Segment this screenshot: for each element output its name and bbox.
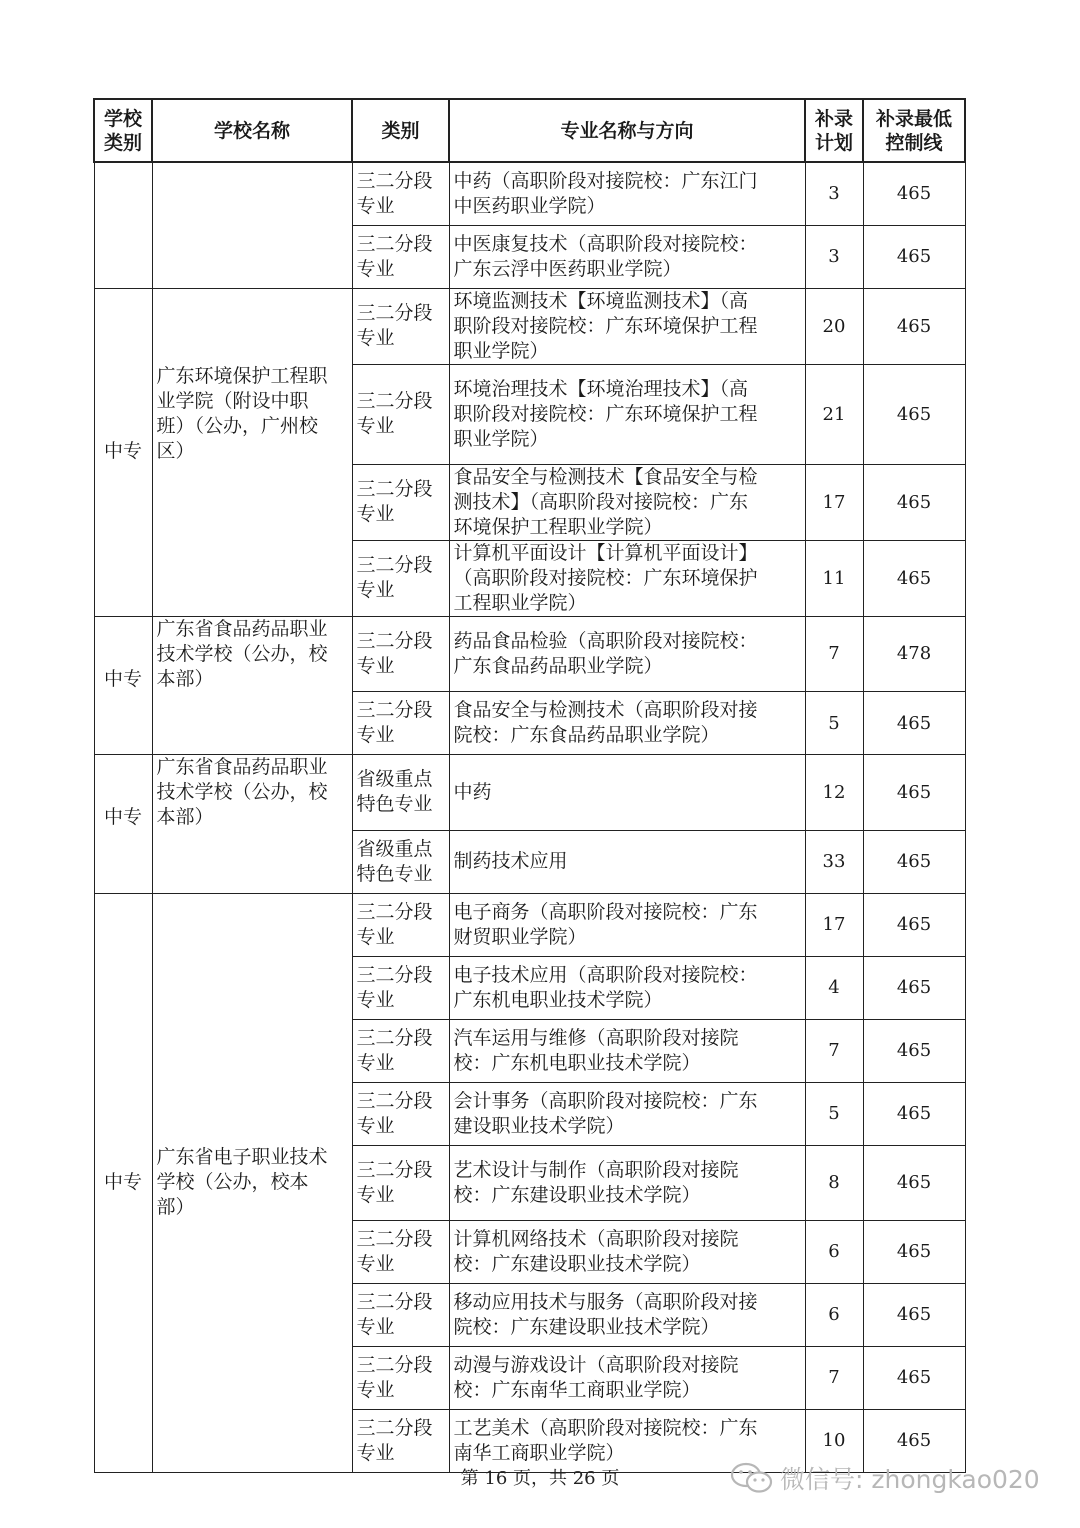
plan-cell: 21 <box>805 364 863 464</box>
major-cell: 电子技术应用（高职阶段对接院校： 广东机电职业技术学院） <box>449 956 805 1019</box>
plan-cell: 3 <box>805 162 863 225</box>
school-name-cell <box>152 893 352 956</box>
school-name-cell: 广东省食品药品职业 技术学校（公办，校 本部） <box>152 616 352 692</box>
category-cell: 三二分段 专业 <box>352 1082 449 1145</box>
plan-cell: 7 <box>805 616 863 692</box>
category-cell: 三二分段 专业 <box>352 1145 449 1220</box>
plan-cell: 12 <box>805 755 863 831</box>
min-score-cell: 465 <box>863 830 965 893</box>
school-name-cell <box>152 464 352 540</box>
plan-cell: 17 <box>805 893 863 956</box>
school-type-cell <box>94 225 152 288</box>
major-cell: 计算机平面设计【计算机平面设计】 （高职阶段对接院校：广东环境保护 工程职业学院） <box>449 540 805 616</box>
table-row <box>94 288 965 364</box>
min-score-cell: 465 <box>863 1283 965 1346</box>
major-cell: 电子商务（高职阶段对接院校：广东 财贸职业学院） <box>449 893 805 956</box>
school-type-cell <box>94 893 152 956</box>
category-cell: 三二分段 专业 <box>352 225 449 288</box>
school-name-cell <box>152 1082 352 1145</box>
school-name-cell <box>152 692 352 755</box>
header-school-name: 学校名称 <box>152 99 352 162</box>
min-score-cell: 465 <box>863 364 965 464</box>
school-name-cell: 广东省电子职业技术 学校（公办，校本 部） <box>152 1145 352 1220</box>
school-name-cell <box>152 225 352 288</box>
major-cell: 食品安全与检测技术（高职阶段对接 院校：广东食品药品职业学院） <box>449 692 805 755</box>
category-cell: 三二分段 专业 <box>352 1283 449 1346</box>
plan-cell: 20 <box>805 288 863 364</box>
table-row <box>94 1346 965 1409</box>
school-type-cell <box>94 1220 152 1283</box>
wechat-icon <box>730 1461 774 1495</box>
category-cell: 三二分段 专业 <box>352 464 449 540</box>
major-cell: 工艺美术（高职阶段对接院校：广东 南华工商职业学院） <box>449 1409 805 1472</box>
category-cell: 三二分段 专业 <box>352 616 449 692</box>
school-name-cell <box>152 162 352 225</box>
min-score-cell: 465 <box>863 893 965 956</box>
major-cell: 环境监测技术【环境监测技术】（高 职阶段对接院校：广东环境保护工程 职业学院） <box>449 288 805 364</box>
min-score-cell: 465 <box>863 1220 965 1283</box>
category-cell: 三二分段 专业 <box>352 1346 449 1409</box>
header-school-type: 学校 类别 <box>94 99 152 162</box>
school-type-cell <box>94 692 152 755</box>
school-type-cell <box>94 288 152 364</box>
table-row <box>94 162 965 225</box>
category-cell: 省级重点 特色专业 <box>352 755 449 831</box>
admissions-table <box>93 98 966 1473</box>
table-row <box>94 225 965 288</box>
school-type-cell: 中专 <box>94 1145 152 1220</box>
school-type-cell <box>94 464 152 540</box>
table-row <box>94 1082 965 1145</box>
min-score-cell: 465 <box>863 1019 965 1082</box>
major-cell: 艺术设计与制作（高职阶段对接院 校：广东建设职业技术学院） <box>449 1145 805 1220</box>
page-number: 第 16 页，共 26 页 <box>460 1468 620 1489</box>
table-row <box>94 1019 965 1082</box>
plan-cell: 4 <box>805 956 863 1019</box>
table-row <box>94 1145 965 1220</box>
header-major: 专业名称与方向 <box>449 99 805 162</box>
school-name-cell: 广东省食品药品职业 技术学校（公办，校 本部） <box>152 755 352 831</box>
category-cell: 三二分段 专业 <box>352 956 449 1019</box>
min-score-cell: 465 <box>863 288 965 364</box>
min-score-cell: 465 <box>863 956 965 1019</box>
plan-cell: 8 <box>805 1145 863 1220</box>
table-row <box>94 616 965 692</box>
plan-cell: 5 <box>805 692 863 755</box>
major-cell: 移动应用技术与服务（高职阶段对接 院校：广东建设职业技术学院） <box>449 1283 805 1346</box>
plan-cell: 10 <box>805 1409 863 1472</box>
plan-cell: 5 <box>805 1082 863 1145</box>
table-row <box>94 893 965 956</box>
table-row <box>94 755 965 831</box>
plan-cell: 11 <box>805 540 863 616</box>
school-name-cell <box>152 1220 352 1283</box>
major-cell: 药品食品检验（高职阶段对接院校： 广东食品药品职业学院） <box>449 616 805 692</box>
school-type-cell <box>94 1346 152 1409</box>
category-cell: 三二分段 专业 <box>352 1409 449 1472</box>
plan-cell: 6 <box>805 1283 863 1346</box>
header-category: 类别 <box>352 99 449 162</box>
category-cell: 三二分段 专业 <box>352 364 449 464</box>
category-cell: 三二分段 专业 <box>352 692 449 755</box>
school-type-cell <box>94 540 152 616</box>
category-cell: 省级重点 特色专业 <box>352 830 449 893</box>
header-min-score: 补录最低 控制线 <box>863 99 965 162</box>
min-score-cell: 465 <box>863 540 965 616</box>
min-score-cell: 465 <box>863 162 965 225</box>
major-cell: 动漫与游戏设计（高职阶段对接院 校：广东南华工商职业学院） <box>449 1346 805 1409</box>
min-score-cell: 465 <box>863 1082 965 1145</box>
plan-cell: 17 <box>805 464 863 540</box>
min-score-cell: 465 <box>863 464 965 540</box>
category-cell: 三二分段 专业 <box>352 162 449 225</box>
major-cell: 中药 <box>449 755 805 831</box>
category-cell: 三二分段 专业 <box>352 540 449 616</box>
watermark-text: 微信号: zhongkao020 <box>780 1465 1040 1494</box>
major-cell: 会计事务（高职阶段对接院校：广东 建设职业技术学院） <box>449 1082 805 1145</box>
table-row <box>94 540 965 616</box>
school-type-cell <box>94 1082 152 1145</box>
header-plan: 补录 计划 <box>805 99 863 162</box>
school-type-cell <box>94 830 152 893</box>
school-type-cell: 中专 <box>94 755 152 831</box>
major-cell: 中药（高职阶段对接院校：广东江门 中医药职业学院） <box>449 162 805 225</box>
school-name-cell <box>152 540 352 616</box>
min-score-cell: 465 <box>863 1346 965 1409</box>
school-name-cell <box>152 956 352 1019</box>
min-score-cell: 478 <box>863 616 965 692</box>
major-cell: 制药技术应用 <box>449 830 805 893</box>
school-type-cell: 中专 <box>94 364 152 464</box>
school-type-cell <box>94 1019 152 1082</box>
school-name-cell <box>152 288 352 364</box>
table-row <box>94 692 965 755</box>
table-row <box>94 1283 965 1346</box>
category-cell: 三二分段 专业 <box>352 1019 449 1082</box>
school-type-cell <box>94 1409 152 1472</box>
major-cell: 计算机网络技术（高职阶段对接院 校：广东建设职业技术学院） <box>449 1220 805 1283</box>
major-cell: 食品安全与检测技术【食品安全与检 测技术】（高职阶段对接院校：广东 环境保护工程职业学院） <box>449 464 805 540</box>
table-row <box>94 464 965 540</box>
school-type-cell: 中专 <box>94 616 152 692</box>
major-cell: 环境治理技术【环境治理技术】（高 职阶段对接院校：广东环境保护工程 职业学院） <box>449 364 805 464</box>
table-header-row <box>94 99 965 162</box>
school-name-cell <box>152 1283 352 1346</box>
school-name-cell <box>152 1409 352 1472</box>
table-row <box>94 364 965 464</box>
major-cell: 中医康复技术（高职阶段对接院校： 广东云浮中医药职业学院） <box>449 225 805 288</box>
min-score-cell: 465 <box>863 225 965 288</box>
plan-cell: 7 <box>805 1346 863 1409</box>
min-score-cell: 465 <box>863 1409 965 1472</box>
school-type-cell <box>94 956 152 1019</box>
plan-cell: 6 <box>805 1220 863 1283</box>
school-name-cell: 广东环境保护工程职 业学院（附设中职 班）（公办，广州校 区） <box>152 364 352 464</box>
school-type-cell <box>94 162 152 225</box>
category-cell: 三二分段 专业 <box>352 1220 449 1283</box>
plan-cell: 33 <box>805 830 863 893</box>
school-name-cell <box>152 830 352 893</box>
wechat-watermark <box>730 1458 1070 1498</box>
min-score-cell: 465 <box>863 755 965 831</box>
plan-cell: 3 <box>805 225 863 288</box>
school-type-cell <box>94 1283 152 1346</box>
major-cell: 汽车运用与维修（高职阶段对接院 校：广东机电职业技术学院） <box>449 1019 805 1082</box>
category-cell: 三二分段 专业 <box>352 893 449 956</box>
table-row <box>94 830 965 893</box>
table-row <box>94 1220 965 1283</box>
min-score-cell: 465 <box>863 692 965 755</box>
school-name-cell <box>152 1019 352 1082</box>
min-score-cell: 465 <box>863 1145 965 1220</box>
category-cell: 三二分段 专业 <box>352 288 449 364</box>
plan-cell: 7 <box>805 1019 863 1082</box>
school-name-cell <box>152 1346 352 1409</box>
table-row <box>94 956 965 1019</box>
